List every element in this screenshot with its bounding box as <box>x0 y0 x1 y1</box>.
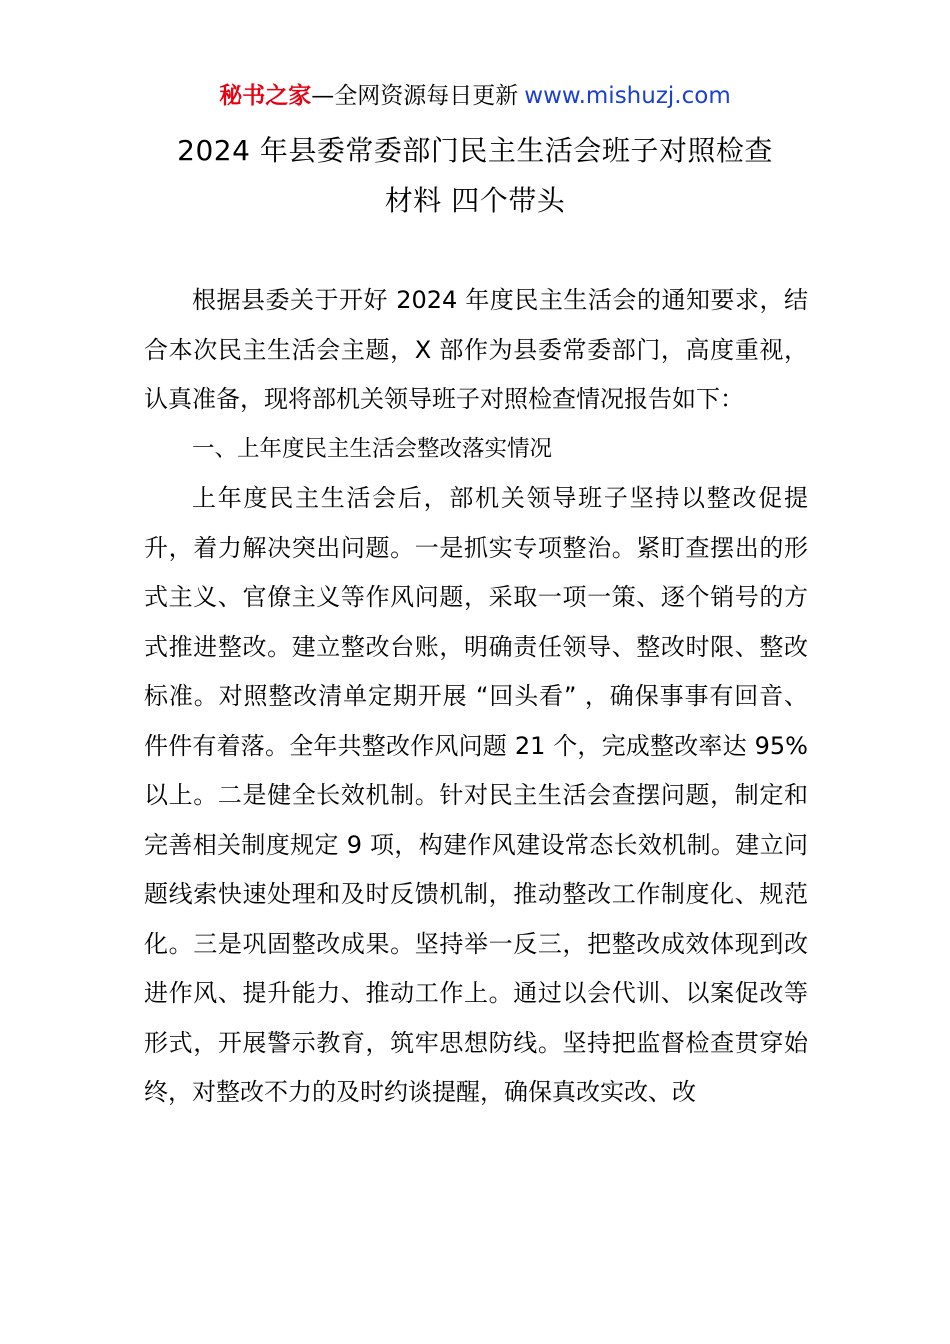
brand-name: 秘书之家 <box>219 83 312 109</box>
header-tagline: —全网资源每日更新 <box>311 83 519 109</box>
document-body <box>144 276 808 1118</box>
title-line-2: 材料 四个带头 <box>384 184 566 217</box>
site-header <box>0 80 950 112</box>
site-url[interactable]: www.mishuzj.com <box>524 83 731 109</box>
title-line-1: 2024 年县委常委部门民主生活会班子对照检查 <box>177 134 773 167</box>
body-paragraph: 上年度民主生活会后，部机关领导班子坚持以整改促提升，着力解决突出问题。一是抓实专项整治。紧盯查摆出的形式主义、官僚主义等作风问题，采取一项一策、逐个销号的方式推进整改。建立整改台账，明确责任领导、整改时限、整改标准。对照整改清单定期开展 “回头看” ，确保事事有回音、件件有着落。全年共整改作风问题 21 个，完成整改率达 95%以上。二是健全长效机制。针对民主生活会查摆问题，制定和完善相关制度规定 9 项，构建作风建设常态长效机制。建立问题线索快速处理和及时反馈机制，推动整改工作制度化、规范化。三是巩固整改成果。坚持举一反三，把整改成效体现到改进作风、提升能力、推动工作上。通过以会代训、以案促改等形式，开展警示教育，筑牢思想防线。坚持把监督检查贯穿始终，对整改不力的及时约谈提醒，确保真改实改、改 <box>144 484 808 1106</box>
document-title <box>120 126 830 226</box>
section-heading: 一、上年度民主生活会整改落实情况 <box>192 435 553 462</box>
intro-paragraph: 根据县委关于开好 2024 年度民主生活会的通知要求，结合本次民主生活会主题，X 部作为县委常委部门，高度重视，认真准备，现将部机关领导班子对照检查情况报告如下： <box>144 286 808 413</box>
